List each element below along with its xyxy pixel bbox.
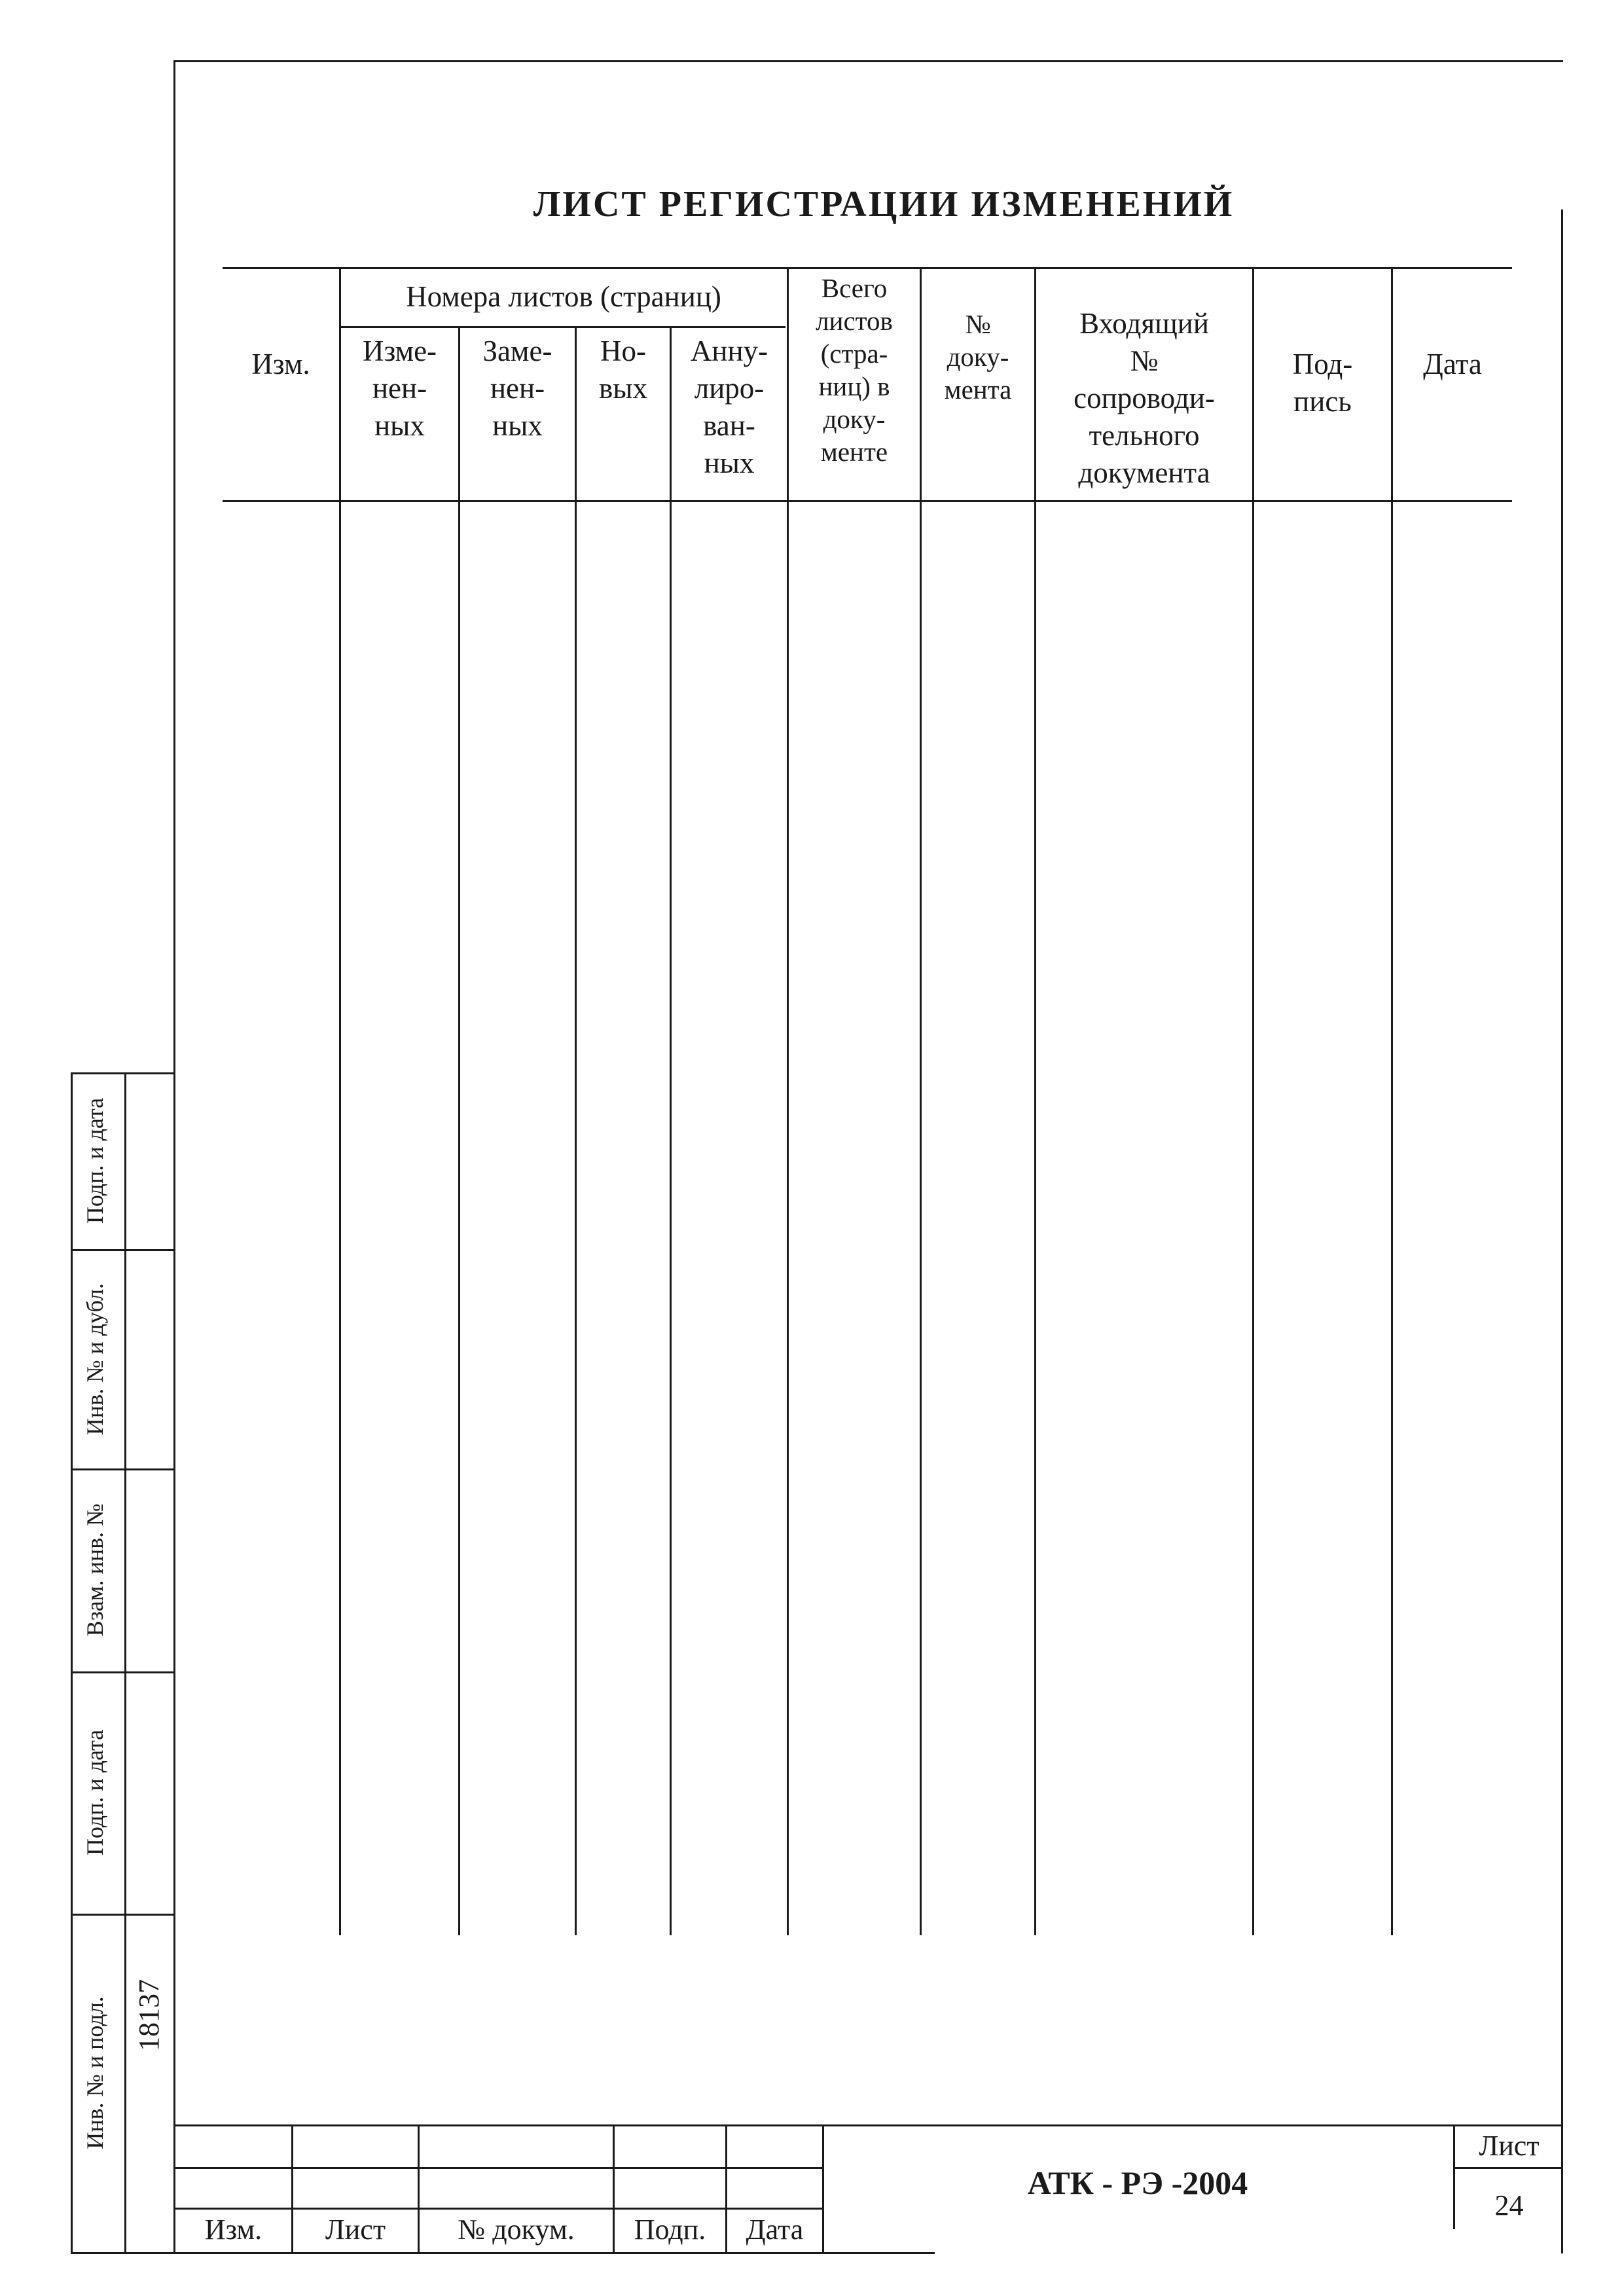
table-col-line bbox=[339, 267, 341, 1935]
side-label-inv-dubl: Инв. № и дубл. bbox=[82, 1283, 108, 1436]
table-col-line bbox=[575, 326, 577, 1935]
header-annulirovannyh: Анну- лиро- ван- ных bbox=[690, 335, 768, 479]
header-novyh: Но- вых bbox=[599, 335, 647, 405]
side-label-podp-data-1: Подп. и дата bbox=[82, 1097, 108, 1224]
table-col-line bbox=[458, 326, 460, 1935]
header-izmenennyh: Изме- нен- ных bbox=[362, 335, 437, 442]
header-podpis: Под- пись bbox=[1292, 348, 1353, 418]
header-doc-number: № доку- мента bbox=[944, 309, 1012, 405]
side-stamp-inner-line bbox=[124, 1072, 126, 2253]
header-vsego-listov: Всего листов (стра- ниц) в доку- менте bbox=[816, 273, 893, 467]
frame-bottom-line bbox=[71, 2252, 935, 2254]
sheet-number: 24 bbox=[1494, 2189, 1524, 2221]
side-label-vzam-inv: Взам. инв. № bbox=[82, 1503, 108, 1637]
header-izm: Изм. bbox=[251, 348, 310, 380]
side-label-podp-data-2: Подп. и дата bbox=[82, 1729, 108, 1856]
side-stamp-line bbox=[71, 1468, 175, 1470]
side-stamp-line bbox=[71, 1671, 175, 1673]
sheet-label: Лист bbox=[1479, 2130, 1540, 2162]
table-group-line bbox=[340, 326, 785, 328]
stamp-doc-number-label: № докум. bbox=[458, 2214, 575, 2246]
document-designation: АТК - РЭ -2004 bbox=[1027, 2164, 1248, 2201]
stamp-izm-label: Изм. bbox=[204, 2214, 262, 2246]
table-header-bottom-line bbox=[223, 500, 1512, 502]
frame-left-line bbox=[173, 60, 175, 2253]
header-zamenennyh: Заме- нен- ных bbox=[482, 335, 552, 442]
side-value-inv-podl: 18137 bbox=[133, 1979, 165, 2051]
table-col-line bbox=[787, 267, 789, 1935]
stamp-data-label: Дата bbox=[746, 2214, 804, 2246]
frame-top-line bbox=[175, 60, 1563, 62]
table-top-line bbox=[223, 267, 1512, 269]
stamp-list-label: Лист bbox=[325, 2214, 386, 2246]
side-stamp-line bbox=[71, 1914, 175, 1916]
page-title: ЛИСТ РЕГИСТРАЦИИ ИЗМЕНЕНИЙ bbox=[533, 184, 1235, 225]
table-col-line bbox=[1252, 267, 1254, 1935]
header-sheet-numbers-group: Номера листов (страниц) bbox=[406, 280, 721, 313]
side-stamp-outer-line bbox=[71, 1072, 73, 2253]
table-col-line bbox=[1391, 267, 1393, 1935]
table-col-line bbox=[920, 267, 922, 1935]
header-data: Дата bbox=[1423, 348, 1482, 380]
table-col-line bbox=[1034, 267, 1036, 1935]
title-block-top-line bbox=[175, 2124, 1563, 2126]
table-col-line bbox=[670, 326, 672, 1935]
header-vhodyashchiy: Входящий № сопроводи- тельного документа bbox=[1074, 307, 1215, 489]
stamp-podp-label: Подп. bbox=[634, 2214, 706, 2246]
sheet-box-line bbox=[1453, 2167, 1563, 2169]
frame-right-line bbox=[1561, 210, 1563, 2253]
side-label-inv-podl: Инв. № и подл. bbox=[82, 1996, 108, 2149]
